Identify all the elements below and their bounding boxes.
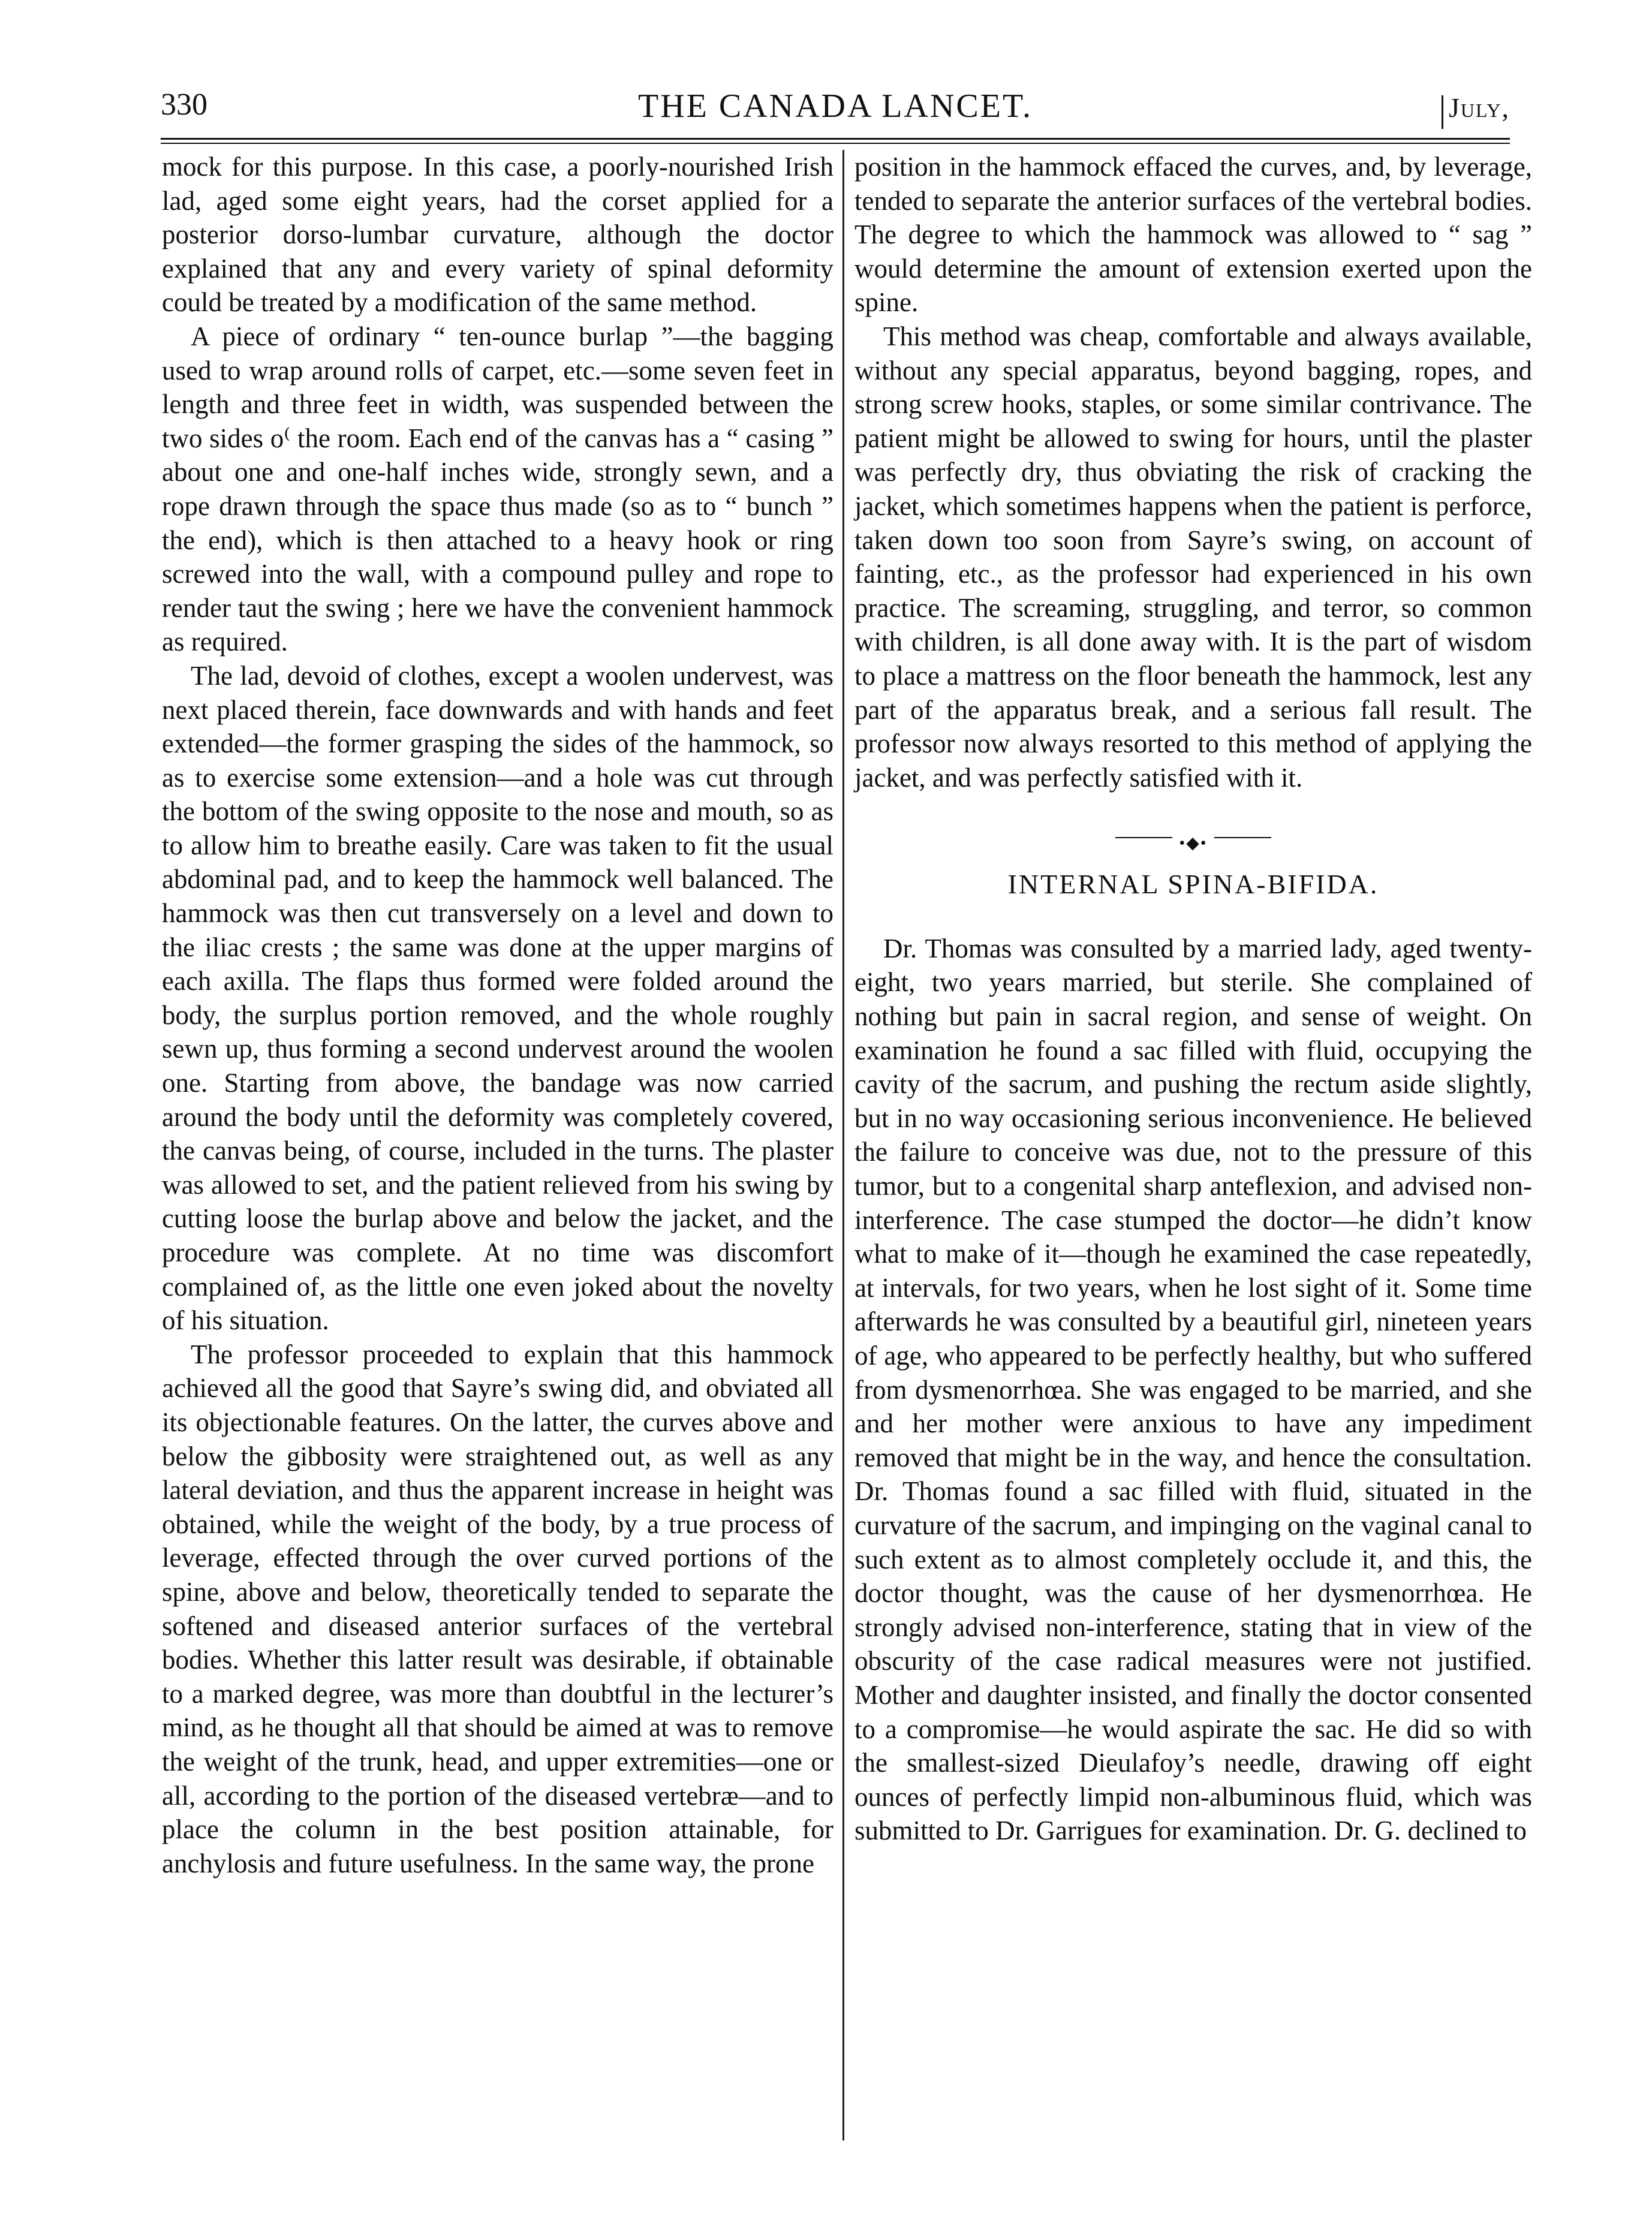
paragraph: Dr. Thomas was consulted by a married lady, aged twenty-eight, two years married, but sterile. She complained of nothing but pain in sacral region, and sense of weight. On examination he found a sac filled with fluid, occupying the cavity of the sacrum, and pushing the rectum aside slightly, but in no way occasioning serious inconvenience. He believed the failure to conceive was due, not to the pressure of this tumor, but to a congenital sharp anteflexion, and advised non-interference. The case stumped the doctor—he didn’t know what to make of it—though he examined the case repeatedly, at intervals, for two years, when he lost sight of it. Some time afterwards he was consulted by a beautiful girl, nineteen years of age, who appeared to be perfectly healthy, but who suffered from dysmenorrhœa. She was engaged to be married, and she and her mother were anxious to have any impediment removed that might be in the way, and hence the consultation. Dr. Thomas found a sac filled with fluid, situated in the curvature of the sacrum, and impinging on the vaginal canal to such extent as to almost completely occlude it, and this, the doctor thought, was the cause of her dysmenorrhœa. He strongly advised non-interference, stating that in view of the obscurity of the case radical measures were not justified. Mother and daughter insisted, and finally the doctor consented to a compromise—he would aspirate the sac. He did so with the smallest-sized Dieulafoy’s needle, drawing off eight ounces of perfectly limpid non-albuminous fluid, which was submitted to Dr. Garrigues for examination. Dr. G. declined to (854, 933, 1532, 1846)
header-rule (161, 138, 1510, 144)
section-heading: INTERNAL SPINA-BIFIDA. (1007, 869, 1379, 900)
right-column (854, 150, 1532, 1848)
left-column (162, 150, 833, 1880)
journal-title: THE CANADA LANCET. (637, 88, 1033, 125)
paragraph: This method was cheap, comfortable and always available, without any special apparatus, beyond bagging, ropes, and strong screw hooks, staples, or some similar contrivance. The patient might be allowed to swing for hours, until the plaster was perfectly dry, thus obviating the risk of cracking the jacket, which sometimes happens when the patient is perforce, taken down too soon from Sayre’s swing, on account of fainting, etc., as the professor had experienced in his own practice. The screaming, struggling, and terror, so common with children, is all done away with. It is the part of wisdom to place a mattress on the floor beneath the hammock, lest any part of the apparatus break, and a serious fall result. The professor now always resorted to this method of applying the jacket, and was perfectly satisfied with it. (854, 321, 1532, 793)
paragraph: position in the hammock effaced the curves, and, by leverage, tended to separate the anterior surfaces of the vertebral bodies. The degree to which the hammock was allowed to “ sag ” would determine the amount of extension exerted upon the spine. (854, 152, 1532, 318)
paragraph: The professor proceeded to explain that this hammock achieved all the good that Sayre’s swing did, and obviated all its objectionable features. On the latter, the curves above and below the gibbosity were straightened out, as well as any lateral deviation, and thus the apparent increase in height was obtained, while the weight of the body, by a true process of leverage, effected through the over curved portions of the spine, above and below, theoretically tended to separate the softened and diseased anterior surfaces of the vertebral bodies. Whether this latter result was desirable, if obtainable to a marked degree, was more than doubtful in the lecturer’s mind, as he thought all that should be aimed at was to remove the weight of the trunk, head, and upper extremities—one or all, according to the portion of the diseased vertebræ—and to place the column in the best position attainable, for anchylosis and future usefulness. In the same way, the prone (162, 1339, 833, 1878)
page-number: 330 (161, 88, 207, 122)
issue-month: July, (1449, 92, 1510, 123)
paragraph: The lad, devoid of clothes, except a woolen undervest, was next placed therein, face downwards and with hands and feet extended—the former grasping the sides of the hammock, so as to exercise some extension—and a hole was cut through the bottom of the swing opposite to the nose and mouth, so as to allow him to breathe easily. Care was taken to fit the usual abdominal pad, and to keep the hammock well balanced. The hammock was then cut transversely on a level and down to the iliac crests ; the same was done at the upper margins of each axilla. The flaps thus formed were folded around the body, the surplus portion removed, and the whole roughly sewn up, thus forming a second undervest around the woolen one. Starting from above, the bandage was now carried around the body until the deformity was completely covered, the canvas being, of course, included in the turns. The plaster was allowed to set, and the patient relieved from his swing by cutting loose the burlap above and below the jacket, and the procedure was complete. At no time was discomfort complained of, as the little one even joked about the novelty of his situation. (162, 660, 833, 1336)
section-ornament: •◆• (1115, 832, 1271, 844)
page-header (161, 87, 1510, 135)
paragraph: mock for this purpose. In this case, a poorly-nourished Irish lad, aged some eight years, had the corset applied for a posterior dorso-lumbar curvature, although the doctor explained that any and every variety of spinal deformity could be treated by a modification of the same method. (162, 152, 833, 318)
column-divider (842, 150, 844, 2140)
paragraph: A piece of ordinary “ ten-ounce burlap ”—the bagging used to wrap around rolls of carpet, etc.—some seven feet in length and three feet in width, was suspended between the two sides o⁽ the room. Each end of the canvas has a “ casing ” about one and one-half inches wide, strongly sewn, and a rope drawn through the space thus made (so as to “ bunch ” the end), which is then attached to a heavy hook or ring screwed into the wall, with a compound pulley and rope to render taut the swing ; here we have the convenient hammock as required. (162, 321, 833, 657)
